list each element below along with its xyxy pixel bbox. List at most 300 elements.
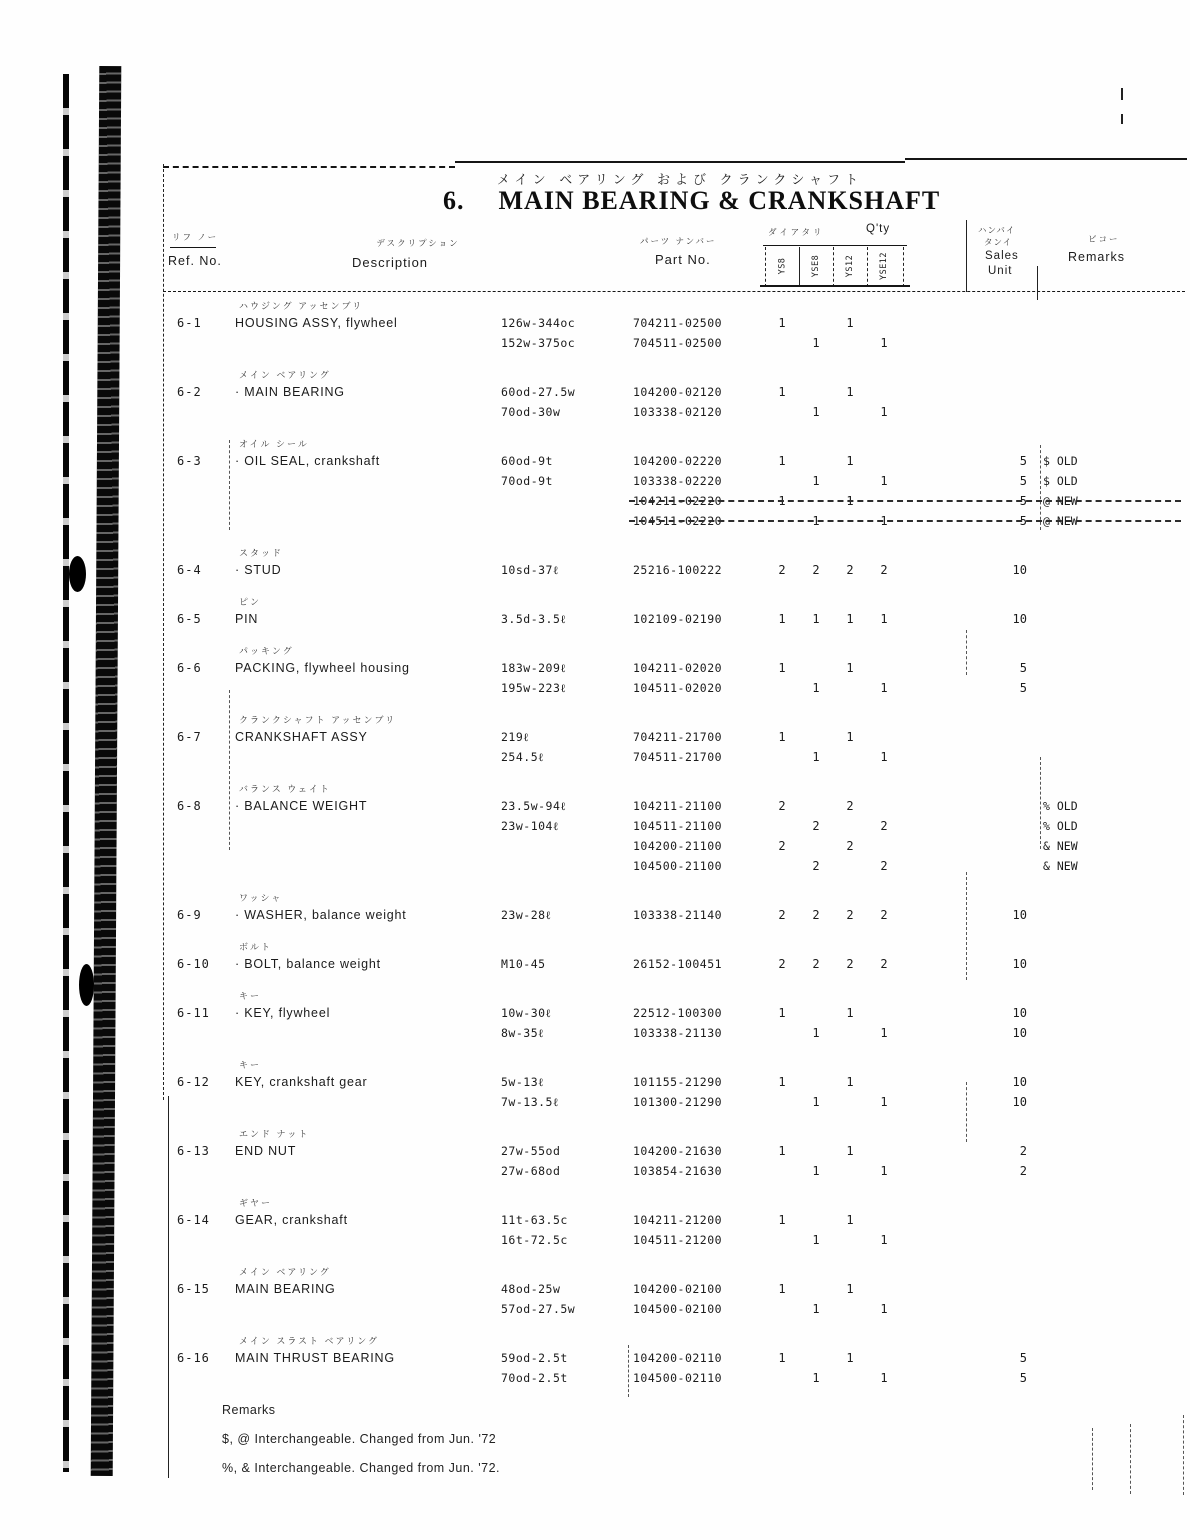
qty-cell-4: 1 bbox=[880, 405, 888, 419]
rule-line bbox=[455, 161, 905, 163]
description-cell: · OIL SEAL, crankshaft bbox=[235, 454, 380, 468]
column-divider bbox=[966, 220, 967, 292]
table-row bbox=[163, 471, 1187, 491]
size-cell: 57od-27.5w bbox=[501, 1302, 576, 1316]
qty-model-header bbox=[867, 247, 901, 285]
qty-cell-3: 1 bbox=[846, 1282, 854, 1296]
item-group bbox=[163, 645, 1187, 698]
part-no-cell: 102109-02190 bbox=[633, 612, 723, 626]
qty-cell-2: 2 bbox=[812, 908, 820, 922]
remark-cell: & NEW bbox=[1043, 839, 1078, 853]
ref-cell: 6-7 bbox=[177, 730, 202, 744]
size-cell: 195w-223ℓ bbox=[501, 681, 567, 695]
table-row bbox=[163, 747, 1187, 767]
header-rule bbox=[163, 291, 1185, 292]
qty-cell-3: 2 bbox=[846, 839, 854, 853]
binding-mark bbox=[63, 74, 69, 1472]
description-cell: GEAR, crankshaft bbox=[235, 1213, 348, 1227]
scan-mark bbox=[1092, 1428, 1093, 1490]
qty-model-header bbox=[833, 247, 867, 285]
part-no-cell: 704511-02500 bbox=[633, 336, 723, 350]
ref-cell: 6-13 bbox=[177, 1144, 210, 1158]
part-no-cell: 103854-21630 bbox=[633, 1164, 723, 1178]
size-cell: 23.5w-94ℓ bbox=[501, 799, 567, 813]
size-cell: 70od-9t bbox=[501, 474, 553, 488]
size-cell: 27w-55od bbox=[501, 1144, 561, 1158]
qty-cell-4: 1 bbox=[880, 681, 888, 695]
table-row bbox=[163, 451, 1187, 471]
size-cell: 3.5d-3.5ℓ bbox=[501, 612, 567, 626]
unit-cell: 10 bbox=[1012, 612, 1027, 626]
description-cell: HOUSING ASSY, flywheel bbox=[235, 316, 398, 330]
binding-mark bbox=[91, 66, 122, 1476]
item-group bbox=[163, 783, 1187, 876]
column-divider bbox=[799, 247, 800, 287]
rule-line bbox=[905, 158, 1187, 160]
table-row bbox=[163, 1210, 1187, 1230]
table-row bbox=[163, 816, 1187, 836]
qty-cell-4: 1 bbox=[880, 750, 888, 764]
description-jp: ピン bbox=[239, 597, 262, 607]
qty-cell-1: 1 bbox=[778, 1351, 786, 1365]
item-group bbox=[163, 1197, 1187, 1250]
ref-cell: 6-10 bbox=[177, 957, 210, 971]
item-group bbox=[163, 941, 1187, 974]
rule-line bbox=[760, 285, 910, 287]
column-divider bbox=[903, 247, 904, 287]
part-no-cell: 104500-02100 bbox=[633, 1302, 723, 1316]
remark-cell: % OLD bbox=[1043, 799, 1078, 813]
item-group bbox=[163, 300, 1187, 353]
size-cell: 219ℓ bbox=[501, 730, 530, 744]
column-divider bbox=[765, 247, 766, 287]
section-number: 6. bbox=[443, 186, 465, 215]
ref-cell: 6-16 bbox=[177, 1351, 210, 1365]
part-no-cell: 104200-21630 bbox=[633, 1144, 723, 1158]
table-row bbox=[163, 1023, 1187, 1043]
qty-cell-2: 1 bbox=[812, 1302, 820, 1316]
column-divider bbox=[1037, 266, 1038, 300]
part-no-cell: 104211-02020 bbox=[633, 661, 723, 675]
size-cell: 152w-375oc bbox=[501, 336, 576, 350]
unit-cell: 5 bbox=[1019, 661, 1027, 675]
qty-cell-4: 1 bbox=[880, 474, 888, 488]
qty-cell-4: 1 bbox=[880, 1095, 888, 1109]
unit-cell: 5 bbox=[1019, 1371, 1027, 1385]
description-jp: パッキング bbox=[239, 646, 294, 656]
qty-cell-3: 1 bbox=[846, 385, 854, 399]
qty-cell-1: 2 bbox=[778, 839, 786, 853]
part-no-cell: 104500-02110 bbox=[633, 1371, 723, 1385]
unit-cell: 5 bbox=[1019, 454, 1027, 468]
sales-unit-header-jp2: タンイ bbox=[984, 237, 1013, 247]
ref-cell: 6-4 bbox=[177, 563, 202, 577]
table-row bbox=[163, 1299, 1187, 1319]
qty-cell-3: 1 bbox=[846, 661, 854, 675]
table-row bbox=[163, 313, 1187, 333]
qty-cell-4: 1 bbox=[880, 514, 888, 528]
size-cell: 254.5ℓ bbox=[501, 750, 545, 764]
qty-model-header bbox=[799, 247, 833, 285]
item-group bbox=[163, 990, 1187, 1043]
qty-cell-4: 2 bbox=[880, 563, 888, 577]
description-cell: · BOLT, balance weight bbox=[235, 957, 381, 971]
ref-cell: 6-2 bbox=[177, 385, 202, 399]
description-cell: MAIN BEARING bbox=[235, 1282, 336, 1296]
size-cell: 27w-68od bbox=[501, 1164, 561, 1178]
footnotes bbox=[222, 1396, 500, 1483]
unit-cell: 5 bbox=[1019, 474, 1027, 488]
qty-cell-2: 1 bbox=[812, 474, 820, 488]
part-no-cell: 104511-21100 bbox=[633, 819, 723, 833]
table-row bbox=[163, 511, 1187, 531]
description-header-jp: デスクリプション bbox=[376, 238, 460, 248]
qty-cell-4: 1 bbox=[880, 336, 888, 350]
part-no-cell: 104200-02220 bbox=[633, 454, 723, 468]
rule-line bbox=[170, 247, 216, 248]
table-row bbox=[163, 1161, 1187, 1181]
table-row bbox=[163, 560, 1187, 580]
qty-cell-4: 2 bbox=[880, 819, 888, 833]
column-divider bbox=[867, 247, 868, 287]
qty-cell-3: 1 bbox=[846, 1075, 854, 1089]
description-jp: バランス ウェイト bbox=[239, 784, 331, 794]
table-row bbox=[163, 1368, 1187, 1388]
qty-cell-1: 1 bbox=[778, 316, 786, 330]
qty-cell-1: 1 bbox=[778, 1075, 786, 1089]
scan-mark bbox=[69, 556, 86, 592]
qty-cell-2: 2 bbox=[812, 563, 820, 577]
qty-cell-3: 2 bbox=[846, 957, 854, 971]
rule-line bbox=[763, 245, 907, 246]
qty-cell-2: 1 bbox=[812, 1095, 820, 1109]
table-body bbox=[163, 298, 1187, 1388]
qty-cell-4: 1 bbox=[880, 1026, 888, 1040]
qty-cell-2: 1 bbox=[812, 336, 820, 350]
item-group bbox=[163, 1128, 1187, 1181]
page-title-japanese: メイン ベアリング および クランクシャフト bbox=[496, 172, 864, 187]
part-no-cell: 101300-21290 bbox=[633, 1095, 723, 1109]
unit-cell: 10 bbox=[1012, 1006, 1027, 1020]
part-no-cell: 104211-02220 bbox=[633, 494, 723, 508]
qty-cell-1: 1 bbox=[778, 612, 786, 626]
part-no-cell: 104211-21200 bbox=[633, 1213, 723, 1227]
table-row bbox=[163, 954, 1187, 974]
qty-cell-3: 1 bbox=[846, 1351, 854, 1365]
qty-model-label: YSE12 bbox=[879, 251, 889, 281]
unit-cell: 10 bbox=[1012, 1095, 1027, 1109]
qty-cell-2: 1 bbox=[812, 1233, 820, 1247]
description-jp: メイン ベアリング bbox=[239, 1267, 331, 1277]
description-jp: キー bbox=[239, 991, 262, 1001]
size-cell: 23w-104ℓ bbox=[501, 819, 559, 833]
description-cell: END NUT bbox=[235, 1144, 297, 1158]
item-group bbox=[163, 596, 1187, 629]
unit-cell: 10 bbox=[1012, 1075, 1027, 1089]
qty-cell-4: 1 bbox=[880, 1371, 888, 1385]
qty-cell-2: 1 bbox=[812, 514, 820, 528]
part-no-cell: 104500-21100 bbox=[633, 859, 723, 873]
qty-cell-2: 1 bbox=[812, 1371, 820, 1385]
remark-cell: & NEW bbox=[1043, 859, 1078, 873]
item-group bbox=[163, 1335, 1187, 1388]
description-cell: PIN bbox=[235, 612, 259, 626]
table-row bbox=[163, 1092, 1187, 1112]
column-divider bbox=[833, 247, 834, 287]
size-cell: M10-45 bbox=[501, 957, 546, 971]
unit-cell: 5 bbox=[1019, 681, 1027, 695]
part-no-cell: 104200-02120 bbox=[633, 385, 723, 399]
sales-unit-header-line2: Unit bbox=[988, 265, 1013, 277]
sales-unit-header-line1: Sales bbox=[985, 250, 1019, 262]
table-row bbox=[163, 678, 1187, 698]
size-cell: 183w-209ℓ bbox=[501, 661, 567, 675]
scan-mark bbox=[1183, 1415, 1184, 1495]
size-cell: 7w-13.5ℓ bbox=[501, 1095, 559, 1109]
size-cell: 5w-13ℓ bbox=[501, 1075, 545, 1089]
ref-cell: 6-5 bbox=[177, 612, 202, 626]
description-cell: KEY, crankshaft gear bbox=[235, 1075, 368, 1089]
ref-cell: 6-12 bbox=[177, 1075, 210, 1089]
item-group bbox=[163, 714, 1187, 767]
description-jp: キー bbox=[239, 1060, 262, 1070]
description-jp: クランクシャフト アッセンブリ bbox=[239, 715, 397, 725]
qty-cell-1: 1 bbox=[778, 661, 786, 675]
description-jp: ワッシャ bbox=[239, 893, 283, 903]
qty-cell-1: 1 bbox=[778, 1006, 786, 1020]
qty-cell-1: 1 bbox=[778, 1144, 786, 1158]
rule-line bbox=[163, 166, 455, 168]
part-no-cell: 103338-21140 bbox=[633, 908, 723, 922]
size-cell: 10sd-37ℓ bbox=[501, 563, 559, 577]
remark-cell: @ NEW bbox=[1043, 494, 1078, 508]
part-no-cell: 104200-02100 bbox=[633, 1282, 723, 1296]
description-jp: ボルト bbox=[239, 942, 273, 952]
part-no-cell: 25216-100222 bbox=[633, 563, 723, 577]
part-no-cell: 101155-21290 bbox=[633, 1075, 723, 1089]
unit-cell: 5 bbox=[1019, 514, 1027, 528]
part-no-cell: 103338-02120 bbox=[633, 405, 723, 419]
qty-cell-1: 1 bbox=[778, 385, 786, 399]
part-no-cell: 104511-02220 bbox=[633, 514, 723, 528]
description-cell: CRANKSHAFT ASSY bbox=[235, 730, 368, 744]
item-group bbox=[163, 1266, 1187, 1319]
part-no-cell: 704511-21700 bbox=[633, 750, 723, 764]
qty-cell-3: 1 bbox=[846, 1144, 854, 1158]
part-no-cell: 22512-100300 bbox=[633, 1006, 723, 1020]
size-cell: 10w-30ℓ bbox=[501, 1006, 552, 1020]
size-cell: 23w-28ℓ bbox=[501, 908, 552, 922]
scan-mark bbox=[1130, 1424, 1131, 1494]
description-cell: · MAIN BEARING bbox=[235, 385, 345, 399]
part-no-cell: 104511-21200 bbox=[633, 1233, 723, 1247]
table-row bbox=[163, 333, 1187, 353]
qty-cell-1: 1 bbox=[778, 1282, 786, 1296]
qty-cell-1: 2 bbox=[778, 799, 786, 813]
description-cell: · BALANCE WEIGHT bbox=[235, 799, 368, 813]
qty-cell-3: 1 bbox=[846, 730, 854, 744]
ref-cell: 6-1 bbox=[177, 316, 202, 330]
qty-cell-2: 1 bbox=[812, 750, 820, 764]
remark-cell: % OLD bbox=[1043, 819, 1078, 833]
size-cell: 11t-63.5c bbox=[501, 1213, 568, 1227]
description-cell: · WASHER, balance weight bbox=[235, 908, 407, 922]
qty-cell-1: 1 bbox=[778, 1213, 786, 1227]
description-header: Description bbox=[352, 255, 429, 270]
part-no-header-jp: パーツ ナンバー bbox=[640, 236, 717, 246]
table-row bbox=[163, 609, 1187, 629]
ref-cell: 6-8 bbox=[177, 799, 202, 813]
part-no-cell: 704211-02500 bbox=[633, 316, 723, 330]
qty-header: Q'ty bbox=[866, 223, 891, 235]
qty-cell-1: 1 bbox=[778, 454, 786, 468]
item-group bbox=[163, 892, 1187, 925]
size-cell: 48od-25w bbox=[501, 1282, 561, 1296]
table-row bbox=[163, 1348, 1187, 1368]
description-jp: エンド ナット bbox=[239, 1129, 310, 1139]
part-no-cell: 104200-02110 bbox=[633, 1351, 723, 1365]
qty-cell-1: 2 bbox=[778, 908, 786, 922]
size-cell: 8w-35ℓ bbox=[501, 1026, 545, 1040]
part-no-cell: 704211-21700 bbox=[633, 730, 723, 744]
qty-cell-4: 2 bbox=[880, 859, 888, 873]
qty-cell-3: 2 bbox=[846, 799, 854, 813]
part-no-cell: 103338-02220 bbox=[633, 474, 723, 488]
size-cell: 126w-344oc bbox=[501, 316, 576, 330]
qty-cell-4: 1 bbox=[880, 1164, 888, 1178]
description-jp: ハウジング アッセンブリ bbox=[239, 301, 364, 311]
size-cell: 70od-2.5t bbox=[501, 1371, 568, 1385]
qty-cell-3: 1 bbox=[846, 454, 854, 468]
scan-mark bbox=[79, 964, 94, 1006]
description-jp: ギヤー bbox=[239, 1198, 273, 1208]
footnote-line: $, @ Interchangeable. Changed from Jun. '72 bbox=[222, 1432, 497, 1446]
size-cell: 59od-2.5t bbox=[501, 1351, 568, 1365]
table-row bbox=[163, 856, 1187, 876]
unit-cell: 2 bbox=[1019, 1164, 1027, 1178]
table-row bbox=[163, 727, 1187, 747]
qty-model-label: YS8 bbox=[776, 257, 787, 275]
qty-cell-2: 1 bbox=[812, 612, 820, 626]
ref-cell: 6-6 bbox=[177, 661, 202, 675]
size-cell: 70od-30w bbox=[501, 405, 561, 419]
size-cell: 16t-72.5c bbox=[501, 1233, 568, 1247]
table-row bbox=[163, 1141, 1187, 1161]
page-title bbox=[443, 186, 940, 216]
footnotes-title: Remarks bbox=[222, 1403, 276, 1417]
description-jp: メイン スラスト ベアリング bbox=[239, 1336, 380, 1346]
table-row bbox=[163, 796, 1187, 816]
qty-cell-4: 1 bbox=[880, 612, 888, 626]
qty-cell-4: 1 bbox=[880, 1302, 888, 1316]
qty-cell-2: 1 bbox=[812, 1164, 820, 1178]
qty-cell-4: 2 bbox=[880, 957, 888, 971]
qty-model-header bbox=[765, 247, 799, 285]
description-cell: MAIN THRUST BEARING bbox=[235, 1351, 395, 1365]
part-no-cell: 103338-21130 bbox=[633, 1026, 723, 1040]
unit-cell: 10 bbox=[1012, 563, 1027, 577]
unit-cell: 10 bbox=[1012, 1026, 1027, 1040]
qty-cell-1: 1 bbox=[778, 730, 786, 744]
footnote-line: %, & Interchangeable. Changed from Jun. '72. bbox=[222, 1461, 501, 1475]
scan-mark bbox=[1121, 114, 1123, 124]
description-cell: · STUD bbox=[235, 563, 282, 577]
qty-cell-3: 2 bbox=[846, 563, 854, 577]
unit-cell: 10 bbox=[1012, 908, 1027, 922]
ref-cell: 6-3 bbox=[177, 454, 202, 468]
qty-cell-1: 2 bbox=[778, 957, 786, 971]
scan-mark bbox=[1121, 88, 1123, 100]
table-row bbox=[163, 658, 1187, 678]
description-cell: · KEY, flywheel bbox=[235, 1006, 331, 1020]
ref-cell: 6-9 bbox=[177, 908, 202, 922]
remark-cell: @ NEW bbox=[1043, 514, 1078, 528]
table-row bbox=[163, 402, 1187, 422]
table-row bbox=[163, 1230, 1187, 1250]
description-cell: PACKING, flywheel housing bbox=[235, 661, 410, 675]
ref-cell: 6-11 bbox=[177, 1006, 210, 1020]
qty-header-jp: ダイアタリ bbox=[768, 227, 825, 237]
unit-cell: 5 bbox=[1019, 1351, 1027, 1365]
qty-cell-2: 2 bbox=[812, 819, 820, 833]
table-row bbox=[163, 1279, 1187, 1299]
qty-model-label: YS12 bbox=[844, 254, 855, 278]
qty-cell-2: 1 bbox=[812, 1026, 820, 1040]
part-no-cell: 104511-02020 bbox=[633, 681, 723, 695]
size-cell: 60od-9t bbox=[501, 454, 553, 468]
qty-cell-3: 1 bbox=[846, 612, 854, 626]
ref-no-header: Ref. No. bbox=[168, 254, 222, 268]
size-cell: 60od-27.5w bbox=[501, 385, 576, 399]
qty-cell-1: 1 bbox=[778, 494, 786, 508]
qty-cell-3: 1 bbox=[846, 494, 854, 508]
qty-cell-3: 1 bbox=[846, 316, 854, 330]
item-group bbox=[163, 547, 1187, 580]
qty-cell-2: 1 bbox=[812, 405, 820, 419]
table-row bbox=[163, 382, 1187, 402]
ref-cell: 6-15 bbox=[177, 1282, 210, 1296]
unit-cell: 2 bbox=[1019, 1144, 1027, 1158]
qty-cell-3: 2 bbox=[846, 908, 854, 922]
remarks-header-jp: ビコー bbox=[1088, 234, 1120, 244]
table-row bbox=[163, 491, 1187, 511]
qty-cell-2: 2 bbox=[812, 957, 820, 971]
qty-model-label: YSE8 bbox=[810, 254, 821, 278]
unit-cell: 10 bbox=[1012, 957, 1027, 971]
remark-cell: $ OLD bbox=[1043, 454, 1078, 468]
part-no-cell: 26152-100451 bbox=[633, 957, 723, 971]
ref-no-header-jp: リフ ノー bbox=[172, 232, 219, 242]
remarks-header: Remarks bbox=[1068, 250, 1126, 264]
qty-cell-4: 2 bbox=[880, 908, 888, 922]
part-no-header: Part No. bbox=[655, 252, 711, 267]
table-row bbox=[163, 1003, 1187, 1023]
qty-cell-3: 1 bbox=[846, 1213, 854, 1227]
ref-cell: 6-14 bbox=[177, 1213, 210, 1227]
unit-cell: 5 bbox=[1019, 494, 1027, 508]
description-jp: オイル シール bbox=[239, 439, 309, 449]
page-title-text: MAIN BEARING & CRANKSHAFT bbox=[498, 186, 941, 215]
item-group bbox=[163, 1059, 1187, 1112]
table-row bbox=[163, 905, 1187, 925]
qty-cell-2: 2 bbox=[812, 859, 820, 873]
part-no-cell: 104200-21100 bbox=[633, 839, 723, 853]
qty-cell-4: 1 bbox=[880, 1233, 888, 1247]
qty-cell-2: 1 bbox=[812, 681, 820, 695]
qty-cell-1: 2 bbox=[778, 563, 786, 577]
description-jp: メイン ベアリング bbox=[239, 370, 331, 380]
description-jp: スタッド bbox=[239, 548, 284, 558]
